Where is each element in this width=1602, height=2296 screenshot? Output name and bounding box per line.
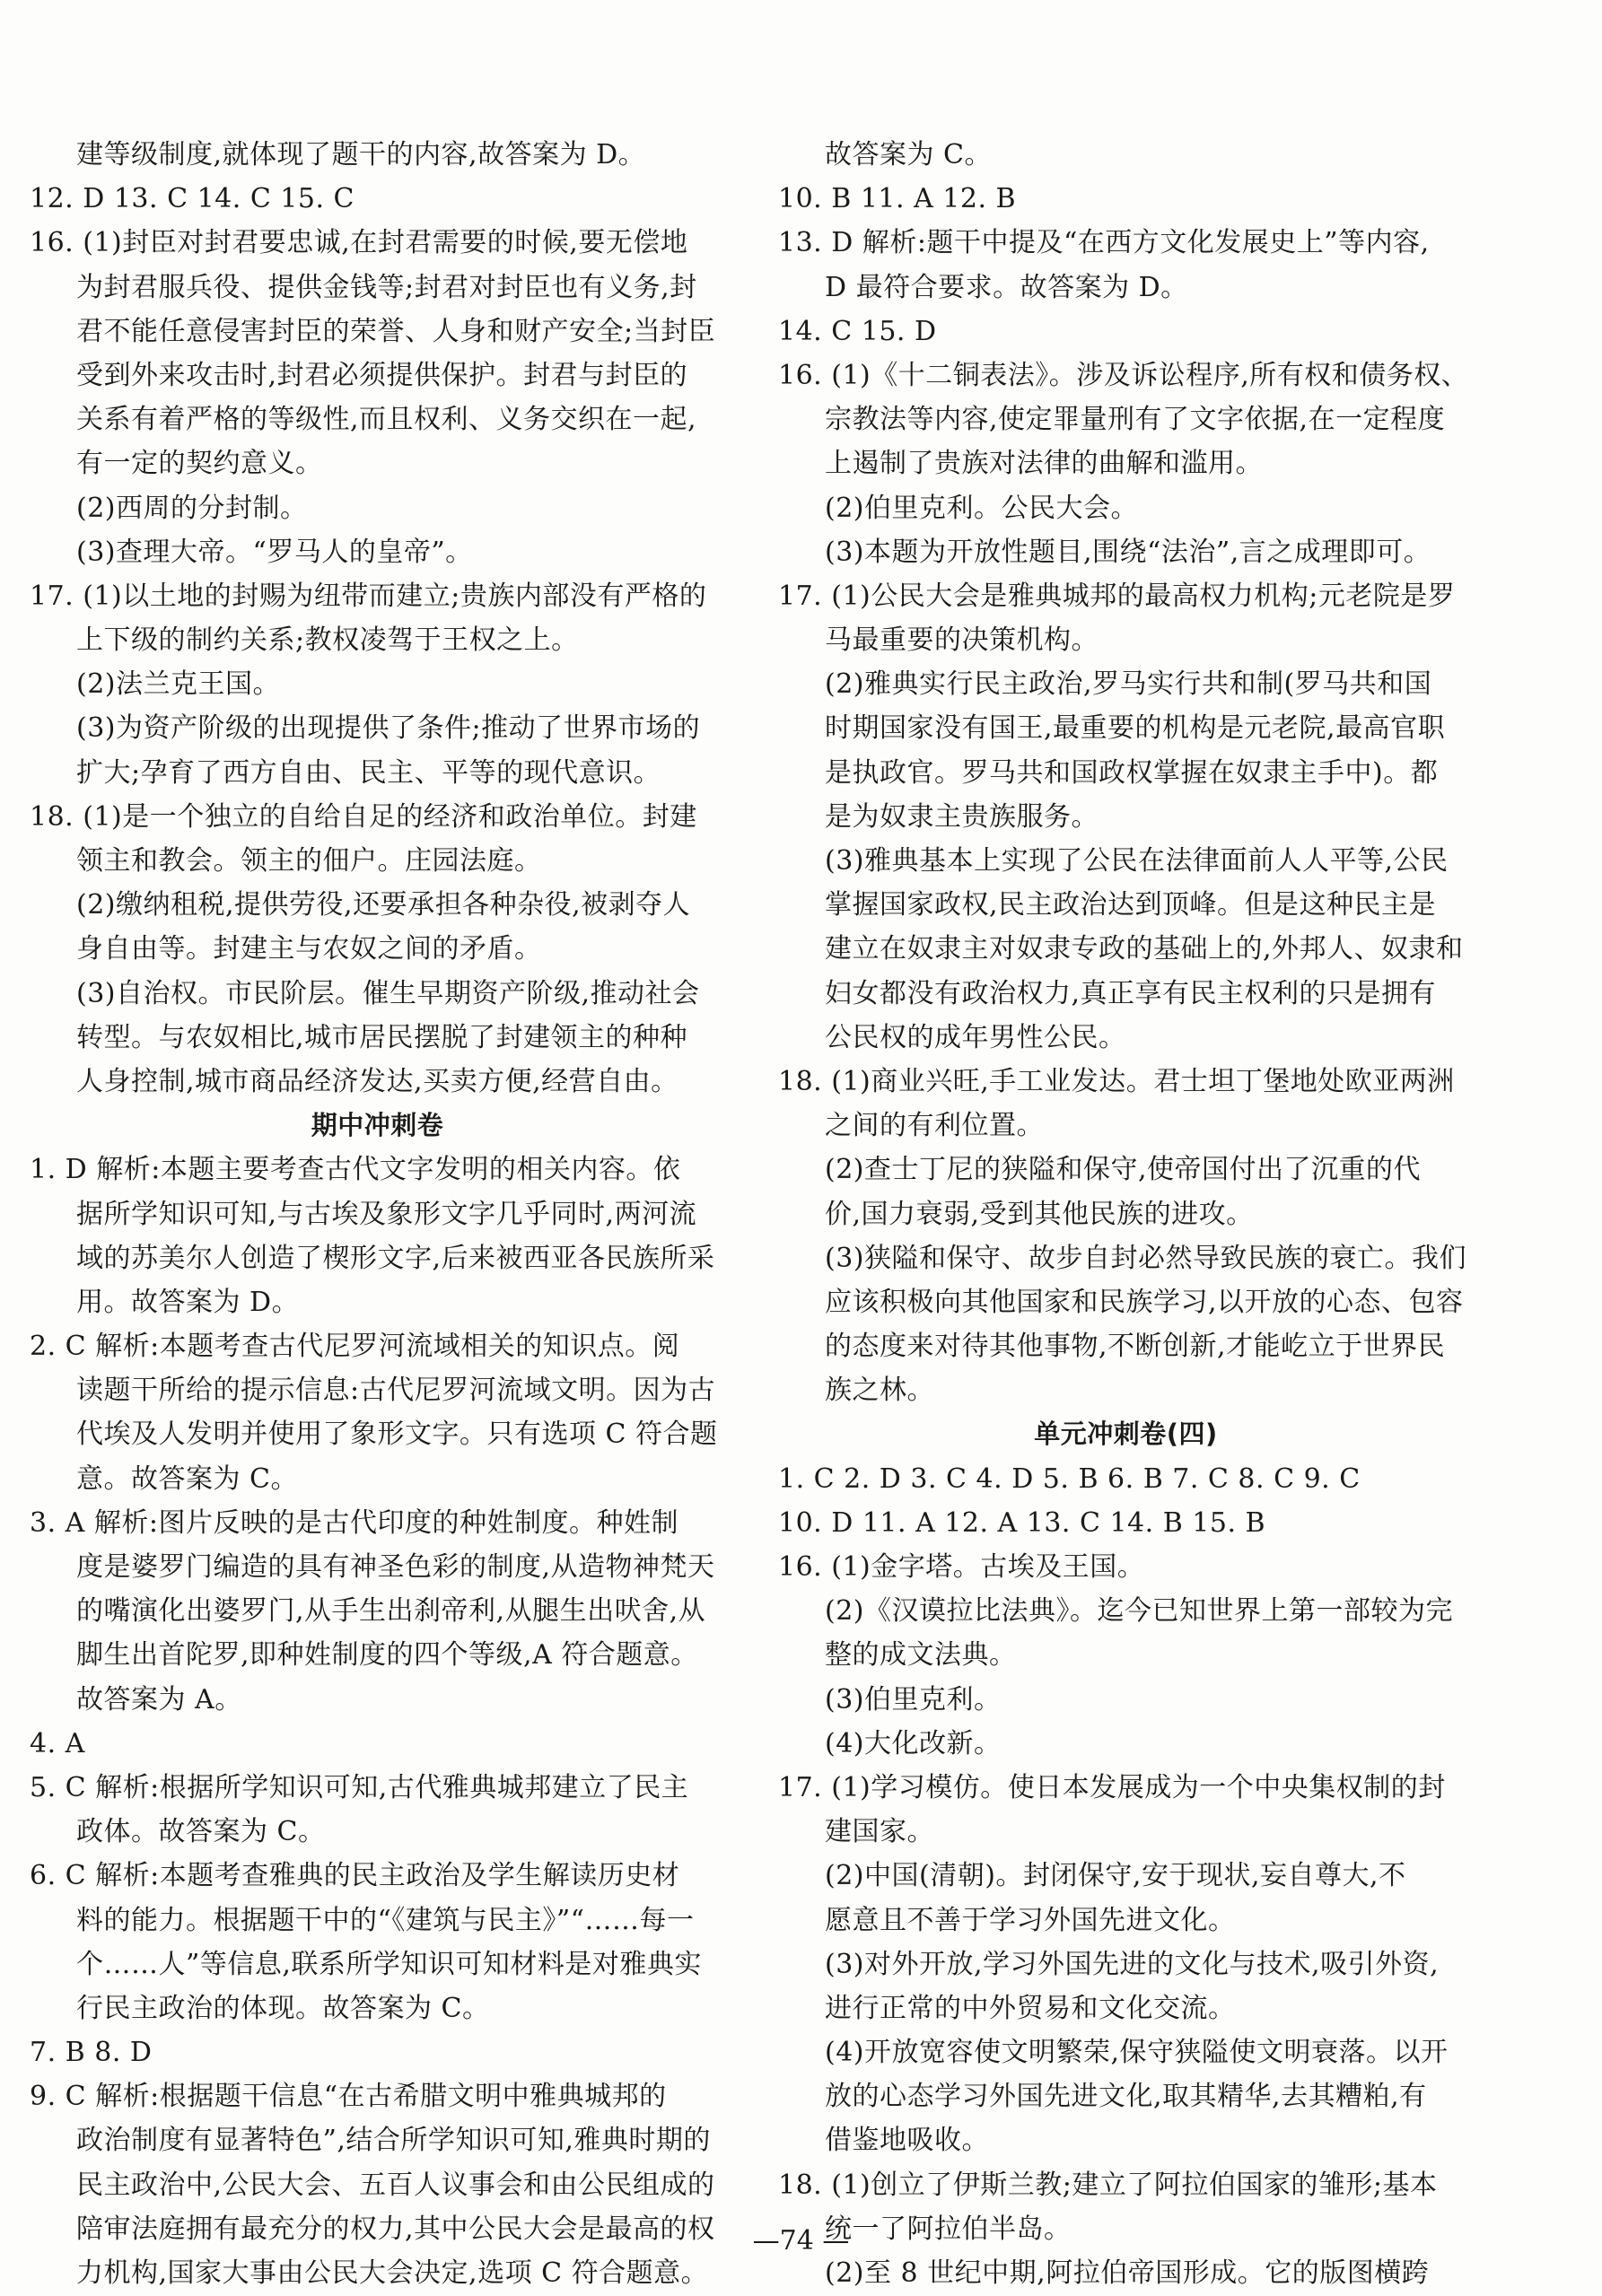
answer-line: 价,国力衰弱,受到其他民族的进攻。 <box>825 1198 1254 1230</box>
answer-line: 2. C 解析:本题考查古代尼罗河流域相关的知识点。阅 <box>30 1331 680 1363</box>
answer-line: 领主和教会。领主的佃户。庄园法庭。 <box>76 845 542 877</box>
answer-line: 用。故答案为 D。 <box>76 1286 300 1318</box>
answer-line: 建国家。 <box>825 1816 934 1848</box>
answer-line: 料的能力。根据题干中的“《建筑与民主》”“……每一 <box>76 1904 695 1936</box>
answer-line: 转型。与农奴相比,城市居民摆脱了封建领主的种种 <box>76 1021 688 1053</box>
answer-line: 4. A <box>30 1727 85 1759</box>
answer-line: 读题干所给的提示信息:古代尼罗河流域文明。因为古 <box>76 1375 716 1407</box>
answer-line: 进行正常的中外贸易和文化交流。 <box>825 1992 1236 2024</box>
answer-line: 公民权的成年男性公民。 <box>825 1021 1126 1053</box>
answer-line: 马最重要的决策机构。 <box>825 624 1099 657</box>
answer-line: (2)查士丁尼的狭隘和保守,使帝国付出了沉重的代 <box>825 1154 1422 1186</box>
answer-line: 故答案为 C。 <box>825 139 992 170</box>
answer-line: (3)为资产阶级的出现提供了条件;推动了世界市场的 <box>76 712 701 745</box>
answer-line: 族之林。 <box>825 1375 934 1407</box>
answer-line: 关系有着严格的等级性,而且权利、义务交织在一起, <box>76 404 697 436</box>
answer-line: 愿意且不善于学习外国先进文化。 <box>825 1904 1236 1936</box>
answer-line: 陪审法庭拥有最充分的权力,其中公民大会是最高的权 <box>76 2213 715 2245</box>
answer-line: 9. C 解析:根据题干信息“在古希腊文明中雅典城邦的 <box>30 2081 667 2113</box>
answer-line: 力机构,国家大事由公民大会决定,选项 C 符合题意。 <box>76 2257 709 2289</box>
section-heading: 单元冲刺卷(四) <box>1034 1419 1218 1450</box>
answer-line: 的嘴演化出婆罗门,从手生出刹帝利,从腿生出吠舍,从 <box>76 1595 706 1628</box>
answer-line: 18. (1)商业兴旺,手工业发达。君士坦丁堡地处欧亚两洲 <box>778 1065 1455 1097</box>
answer-line: (3)本题为开放性题目,围绕“法治”,言之成理即可。 <box>825 536 1431 568</box>
answer-line: (3)对外开放,学习外国先进的文化与技术,吸引外资, <box>825 1948 1440 1980</box>
answer-line: 宗教法等内容,使定罪量刑有了文字依据,在一定程度 <box>825 404 1446 436</box>
answer-line: 有一定的契约意义。 <box>76 448 323 480</box>
answer-line: (2)法兰克王国。 <box>76 668 280 701</box>
answer-line: 人身控制,城市商品经济发达,买卖方便,经营自由。 <box>76 1065 678 1097</box>
answer-line: (2)雅典实行民主政治,罗马实行共和制(罗马共和国 <box>825 668 1432 701</box>
answer-line: (2)伯里克利。公民大会。 <box>825 492 1138 524</box>
answer-line: 建立在奴隶主对奴隶专政的基础上的,外邦人、奴隶和 <box>825 933 1464 965</box>
answer-line: (4)开放宽容使文明繁荣,保守狭隘使文明衰落。以开 <box>825 2037 1449 2069</box>
answer-line: 时期国家没有国王,最重要的机构是元老院,最高官职 <box>825 712 1446 745</box>
answer-line: 民主政治中,公民大会、五百人议事会和由公民组成的 <box>76 2169 715 2201</box>
answer-line: 个……人”等信息,联系所学知识可知材料是对雅典实 <box>76 1948 702 1980</box>
answer-line: 统一了阿拉伯半岛。 <box>825 2213 1072 2245</box>
answer-line: 应该积极向其他国家和民族学习,以开放的心态、包容 <box>825 1286 1464 1318</box>
answer-line: 脚生出首陀罗,即种姓制度的四个等级,A 符合题意。 <box>76 1639 698 1672</box>
answer-line: 16. (1)封臣对封君要忠诚,在封君需要的时候,要无偿地 <box>30 227 688 259</box>
answer-line: 扩大;孕育了西方自由、民主、平等的现代意识。 <box>76 756 661 789</box>
right-column <box>778 133 1474 2295</box>
answer-line: 17. (1)学习模仿。使日本发展成为一个中央集权制的封 <box>778 1771 1446 1803</box>
answer-line: 建等级制度,就体现了题干的内容,故答案为 D。 <box>76 139 646 170</box>
section-heading: 期中冲刺卷 <box>311 1110 444 1141</box>
answer-line: 故答案为 A。 <box>76 1683 242 1715</box>
answer-line: 借鉴地吸收。 <box>825 2125 989 2157</box>
answer-line: 18. (1)创立了伊斯兰教;建立了阿拉伯国家的雏形;基本 <box>778 2169 1438 2201</box>
page-number: —74 — <box>752 2225 850 2257</box>
answer-line: 意。故答案为 C。 <box>76 1462 298 1495</box>
answer-line: 之间的有利位置。 <box>825 1110 1044 1142</box>
answer-line: (2)缴纳租税,提供劳役,还要承担各种杂役,被剥夺人 <box>76 889 691 921</box>
answer-line: 为封君服兵役、提供金钱等;封君对封臣也有义务,封 <box>76 271 697 303</box>
answer-line: 身自由等。封建主与农奴之间的矛盾。 <box>76 933 542 965</box>
answer-line: 17. (1)以土地的封赐为纽带而建立;贵族内部没有严格的 <box>30 580 707 612</box>
answer-line: 10. B 11. A 12. B <box>778 183 1017 215</box>
answer-line: (4)大化改新。 <box>825 1727 1002 1759</box>
answer-line: 整的成文法典。 <box>825 1639 1017 1672</box>
answer-line: 16. (1)金字塔。古埃及王国。 <box>778 1551 1145 1583</box>
answer-line: 的态度来对待其他事物,不断创新,才能屹立于世界民 <box>825 1331 1446 1363</box>
answer-line: (3)自治权。市民阶层。催生早期资产阶级,推动社会 <box>76 977 700 1009</box>
answer-line: 1. D 解析:本题主要考查古代文字发明的相关内容。依 <box>30 1154 681 1186</box>
answer-line: 12. D 13. C 14. C 15. C <box>30 183 355 215</box>
answer-line: 受到外来攻击时,封君必须提供保护。封君与封臣的 <box>76 359 688 391</box>
answer-line: (3)雅典基本上实现了公民在法律面前人人平等,公民 <box>825 845 1449 877</box>
answer-line: 政治制度有显著特色”,结合所学知识可知,雅典时期的 <box>76 2125 711 2157</box>
answer-line: 17. (1)公民大会是雅典城邦的最高权力机构;元老院是罗 <box>778 580 1456 612</box>
answer-line: 掌握国家政权,民主政治达到顶峰。但是这种民主是 <box>825 889 1437 921</box>
answer-line: 放的心态学习外国先进文化,取其精华,去其糟粕,有 <box>825 2081 1427 2113</box>
answer-line: 上遏制了贵族对法律的曲解和滥用。 <box>825 448 1263 480</box>
answer-line: 上下级的制约关系;教权凌驾于王权之上。 <box>76 624 579 657</box>
answer-line: 域的苏美尔人创造了楔形文字,后来被西亚各民族所采 <box>76 1242 715 1274</box>
answer-line: 据所学知识可知,与古埃及象形文字几乎同时,两河流 <box>76 1198 697 1230</box>
answer-line: 君不能任意侵害封臣的荣誉、人身和财产安全;当封臣 <box>76 315 716 347</box>
answer-line: 5. C 解析:根据所学知识可知,古代雅典城邦建立了民主 <box>30 1771 689 1803</box>
answer-line: 行民主政治的体现。故答案为 C。 <box>76 1992 490 2024</box>
answer-line: (3)狭隘和保守、故步自封必然导致民族的衰亡。我们 <box>825 1242 1466 1274</box>
answer-line: (2)西周的分封制。 <box>76 492 308 524</box>
answer-line: 18. (1)是一个独立的自给自足的经济和政治单位。封建 <box>30 800 697 833</box>
answer-line: 1. C 2. D 3. C 4. D 5. B 6. B 7. C 8. C 9. C <box>778 1462 1361 1495</box>
left-column <box>30 133 725 2295</box>
answer-line: 是执政官。罗马共和国政权掌握在奴隶主手中)。都 <box>825 756 1439 789</box>
answer-line: (3)查理大帝。“罗马人的皇帝”。 <box>76 536 473 568</box>
answer-line: (2)至 8 世纪中期,阿拉伯帝国形成。它的版图横跨 <box>825 2257 1430 2289</box>
answer-line: (2)《汉谟拉比法典》。迄今已知世界上第一部较为完 <box>825 1595 1453 1628</box>
answer-line: 是为奴隶主贵族服务。 <box>825 800 1099 833</box>
answer-line: 7. B 8. D <box>30 2037 153 2069</box>
answer-line: D 最符合要求。故答案为 D。 <box>825 271 1188 303</box>
answer-line: 妇女都没有政治权力,真正享有民主权利的只是拥有 <box>825 977 1437 1009</box>
answer-line: 16. (1)《十二铜表法》。涉及诉讼程序,所有权和债务权、 <box>778 359 1469 391</box>
answer-line: 6. C 解析:本题考查雅典的民主政治及学生解读历史材 <box>30 1860 680 1892</box>
answer-line: (2)中国(清朝)。封闭保守,安于现状,妄自尊大,不 <box>825 1860 1406 1892</box>
answer-line: 度是婆罗门编造的具有神圣色彩的制度,从造物神梵天 <box>76 1551 715 1583</box>
answer-line: 3. A 解析:图片反映的是古代印度的种姓制度。种姓制 <box>30 1506 678 1539</box>
answer-line: 14. C 15. D <box>778 315 937 347</box>
answer-line: (3)伯里克利。 <box>825 1683 1002 1715</box>
answer-line: 13. D 解析:题干中提及“在西方文化发展史上”等内容, <box>778 227 1430 259</box>
answer-line: 代埃及人发明并使用了象形文字。只有选项 C 符合题 <box>76 1419 718 1451</box>
answer-line: 政体。故答案为 C。 <box>76 1816 326 1848</box>
answer-line: 10. D 11. A 12. A 13. C 14. B 15. B <box>778 1506 1266 1539</box>
